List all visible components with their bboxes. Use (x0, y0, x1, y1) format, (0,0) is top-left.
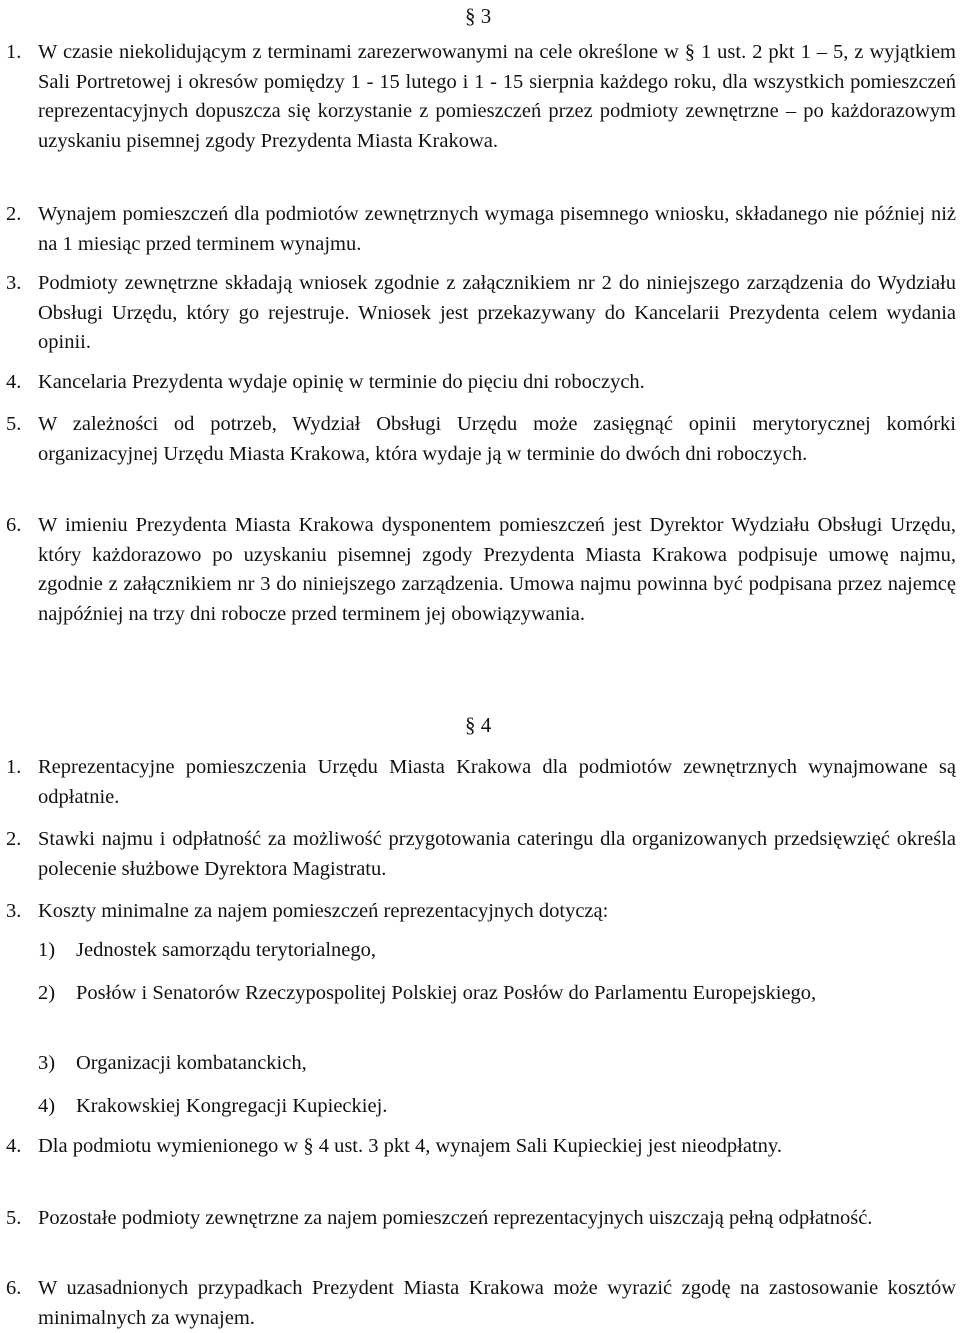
s3-item-1-number: 1. (6, 41, 22, 63)
s3-item-2-number: 2. (6, 203, 22, 225)
s3-item-3-number: 3. (6, 272, 22, 294)
s4-subitem-2-text: Posłów i Senatorów Rzeczypospolitej Polskiej oraz Posłów do Parlamentu Europejskiego, (76, 982, 817, 1004)
s4-item-2 (6, 825, 956, 884)
s4-subitem-2-number: 2) (38, 982, 56, 1004)
s3-item-1 (6, 38, 956, 156)
s3-item-5-number: 5. (6, 413, 22, 435)
s3-item-6 (6, 511, 956, 629)
s3-item-4-number: 4. (6, 371, 22, 393)
s4-item-6 (6, 1274, 956, 1333)
s3-item-4 (6, 368, 956, 398)
s4-item-4-text: Dla podmiotu wymienionego w § 4 ust. 3 pkt 4, wynajem Sali Kupieckiej jest nieodpłatny. (38, 1135, 782, 1157)
s3-item-2 (6, 200, 956, 259)
s4-item-6-text: W uzasadnionych przypadkach Prezydent Miasta Krakowa może wyrazić zgodę na zastosowanie kosztów minimalnych za wynajem. (38, 1277, 956, 1329)
s4-item-2-text: Stawki najmu i odpłatność za możliwość przygotowania cateringu dla organizowanych przedsięwzięć określa polecenie służbowe Dyrektora Magistratu. (38, 828, 956, 880)
s4-item-3-number: 3. (6, 900, 22, 922)
s3-item-5-text: W zależności od potrzeb, Wydział Obsługi Urzędu może zasięgnąć opinii merytorycznej komórki organizacyjnej Urzędu Miasta Krakowa, która wydaje ją w terminie do dwóch dni roboczych. (38, 413, 956, 465)
section-3-heading: § 3 (465, 4, 492, 28)
s4-item-5 (6, 1204, 956, 1234)
s4-item-1-text: Reprezentacyjne pomieszczenia Urzędu Miasta Krakowa dla podmiotów zewnętrznych wynajmowane są odpłatnie. (38, 756, 956, 808)
s4-subitem-4-text: Krakowskiej Kongregacji Kupieckiej. (76, 1095, 388, 1117)
s4-subitem-2 (38, 979, 956, 1009)
s4-item-6-number: 6. (6, 1277, 22, 1299)
s3-item-2-text: Wynajem pomieszczeń dla podmiotów zewnętrznych wymaga pisemnego wniosku, składanego nie później niż na 1 miesiąc przed terminem wynajmu. (38, 203, 956, 255)
s4-subitem-1 (38, 936, 956, 966)
s4-item-4-number: 4. (6, 1135, 22, 1157)
s3-item-6-number: 6. (6, 514, 22, 536)
s3-item-6-text: W imieniu Prezydenta Miasta Krakowa dysponentem pomieszczeń jest Dyrektor Wydziału Obsługi Urzędu, który każdorazowo po uzyskaniu pisemnej zgody Prezydenta Miasta Krakowa podpisuje umowę najmu, zgodnie z załącznikiem nr 3 do niniejszego zarządzenia. Umowa najmu powinna być podpisana przez najemcę najpóźniej na trzy dni robocze przed terminem jej obowiązywania. (38, 514, 956, 625)
s4-item-5-number: 5. (6, 1207, 22, 1229)
s4-item-3 (6, 897, 956, 927)
s4-item-1 (6, 753, 956, 812)
s3-item-4-text: Kancelaria Prezydenta wydaje opinię w terminie do pięciu dni roboczych. (38, 371, 645, 393)
s4-subitem-1-number: 1) (38, 939, 56, 961)
s4-subitem-3-text: Organizacji kombatanckich, (76, 1052, 307, 1074)
s3-item-3 (6, 269, 956, 358)
s4-item-1-number: 1. (6, 756, 22, 778)
s4-subitem-1-text: Jednostek samorządu terytorialnego, (76, 939, 377, 961)
s3-item-3-text: Podmioty zewnętrzne składają wniosek zgodnie z załącznikiem nr 2 do niniejszego zarządzenia do Wydziału Obsługi Urzędu, który go rejestruje. Wniosek jest przekazywany do Kancelarii Prezydenta celem wydania opinii. (38, 272, 956, 353)
s4-item-4 (6, 1132, 956, 1162)
s3-item-1-text: W czasie niekolidującym z terminami zarezerwowanymi na cele określone w § 1 ust. 2 pkt 1 – 5, z wyjątkiem Sali Portretowej i okresów pomiędzy 1 - 15 lutego i 1 - 15 sierpnia każdego roku, dla wszystkich pomieszczeń reprezentacyjnych dopuszcza się korzystanie z pomieszczeń przez podmioty zewnętrzne – po każdorazowym uzyskaniu pisemnej zgody Prezydenta Miasta Krakowa. (38, 41, 956, 152)
s4-subitem-3 (38, 1049, 956, 1079)
s4-subitem-4 (38, 1092, 956, 1122)
s4-subitem-3-number: 3) (38, 1052, 56, 1074)
s4-item-5-text: Pozostałe podmioty zewnętrzne za najem pomieszczeń reprezentacyjnych uiszczają pełną odpłatność. (38, 1207, 873, 1229)
section-4-heading: § 4 (465, 713, 492, 737)
s4-subitem-4-number: 4) (38, 1095, 56, 1117)
s3-item-5 (6, 410, 956, 469)
s4-item-3-text: Koszty minimalne za najem pomieszczeń reprezentacyjnych dotyczą: (38, 900, 609, 922)
s4-item-2-number: 2. (6, 828, 22, 850)
